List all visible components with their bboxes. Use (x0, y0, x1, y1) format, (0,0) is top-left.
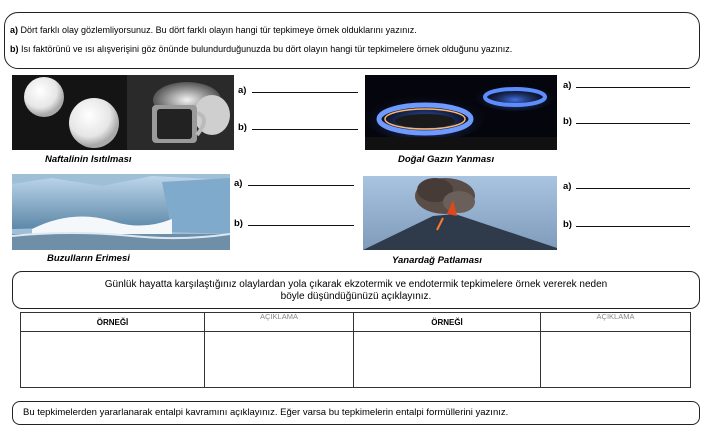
cell-explanation-1[interactable] (205, 332, 354, 388)
answer-b-line-2[interactable] (576, 123, 690, 124)
answer-a-label-2: a) (563, 80, 572, 91)
table-header-row (21, 313, 691, 332)
question-text (13, 279, 699, 303)
answer-b-line-4[interactable] (576, 226, 690, 227)
header-explanation-2: AÇIKLAMA (541, 313, 691, 332)
question-line-1: Günlük hayatta karşılaştığınız olaylardan yola çıkarak ekzotermik ve endotermik tepkimelere örnek vererek neden (104, 279, 608, 290)
naphthalene-photo (12, 75, 234, 150)
table-row (21, 332, 691, 388)
answer-a-line-3[interactable] (248, 185, 354, 186)
instruction-a: a) Dört farklı olay gözlemliyorsunuz. Bu dört farklı olayın hangi tür tepkimeye örnek olduklarını yazınız. (10, 25, 417, 35)
question-box (12, 271, 700, 309)
answer-b-line-3[interactable] (248, 225, 354, 226)
cell-example-2[interactable] (354, 332, 541, 388)
volcano-photo (363, 176, 557, 250)
answer-a-line-2[interactable] (576, 87, 690, 88)
caption-naphthalene: Naftalinin Isıtılması (45, 154, 132, 165)
answer-b-label-1: b) (238, 122, 247, 133)
answer-a-line-4[interactable] (576, 188, 690, 189)
answer-b-label-2: b) (563, 116, 572, 127)
answer-a-label-3: a) (234, 178, 243, 189)
question-line-2: böyle düşündüğünüzü açıklayınız. (280, 291, 432, 302)
answer-b-line-1[interactable] (252, 129, 358, 130)
answer-table (20, 312, 691, 388)
answer-b-label-4: b) (563, 219, 572, 230)
answer-a-line-1[interactable] (252, 92, 358, 93)
enthalpy-question-box (12, 401, 700, 425)
cell-explanation-2[interactable] (541, 332, 691, 388)
caption-natural-gas: Doğal Gazın Yanması (398, 154, 495, 165)
caption-volcano: Yanardağ Patlaması (392, 255, 482, 266)
header-example-2: ÖRNEĞİ (354, 313, 541, 332)
natural-gas-photo (365, 75, 557, 150)
glacier-photo (12, 174, 230, 250)
answer-a-label-4: a) (563, 181, 572, 192)
instruction-b: b) Isı faktörünü ve ısı alışverişini göz önünde bulundurduğunuzda bu dört olayın hangi tür tepkimelere örnek olduğunu yazınız. (10, 44, 513, 54)
answer-b-label-3: b) (234, 218, 243, 229)
header-explanation-1: AÇIKLAMA (205, 313, 354, 332)
cell-example-1[interactable] (21, 332, 205, 388)
instruction-box (4, 12, 700, 69)
header-example-1: ÖRNEĞİ (21, 313, 205, 332)
enthalpy-question-text: Bu tepkimelerden yararlanarak entalpi kavramını açıklayınız. Eğer varsa bu tepkimelerin entalpi formüllerini yazınız. (23, 407, 509, 418)
caption-glacier: Buzulların Erimesi (47, 253, 130, 264)
answer-a-label-1: a) (238, 85, 247, 96)
